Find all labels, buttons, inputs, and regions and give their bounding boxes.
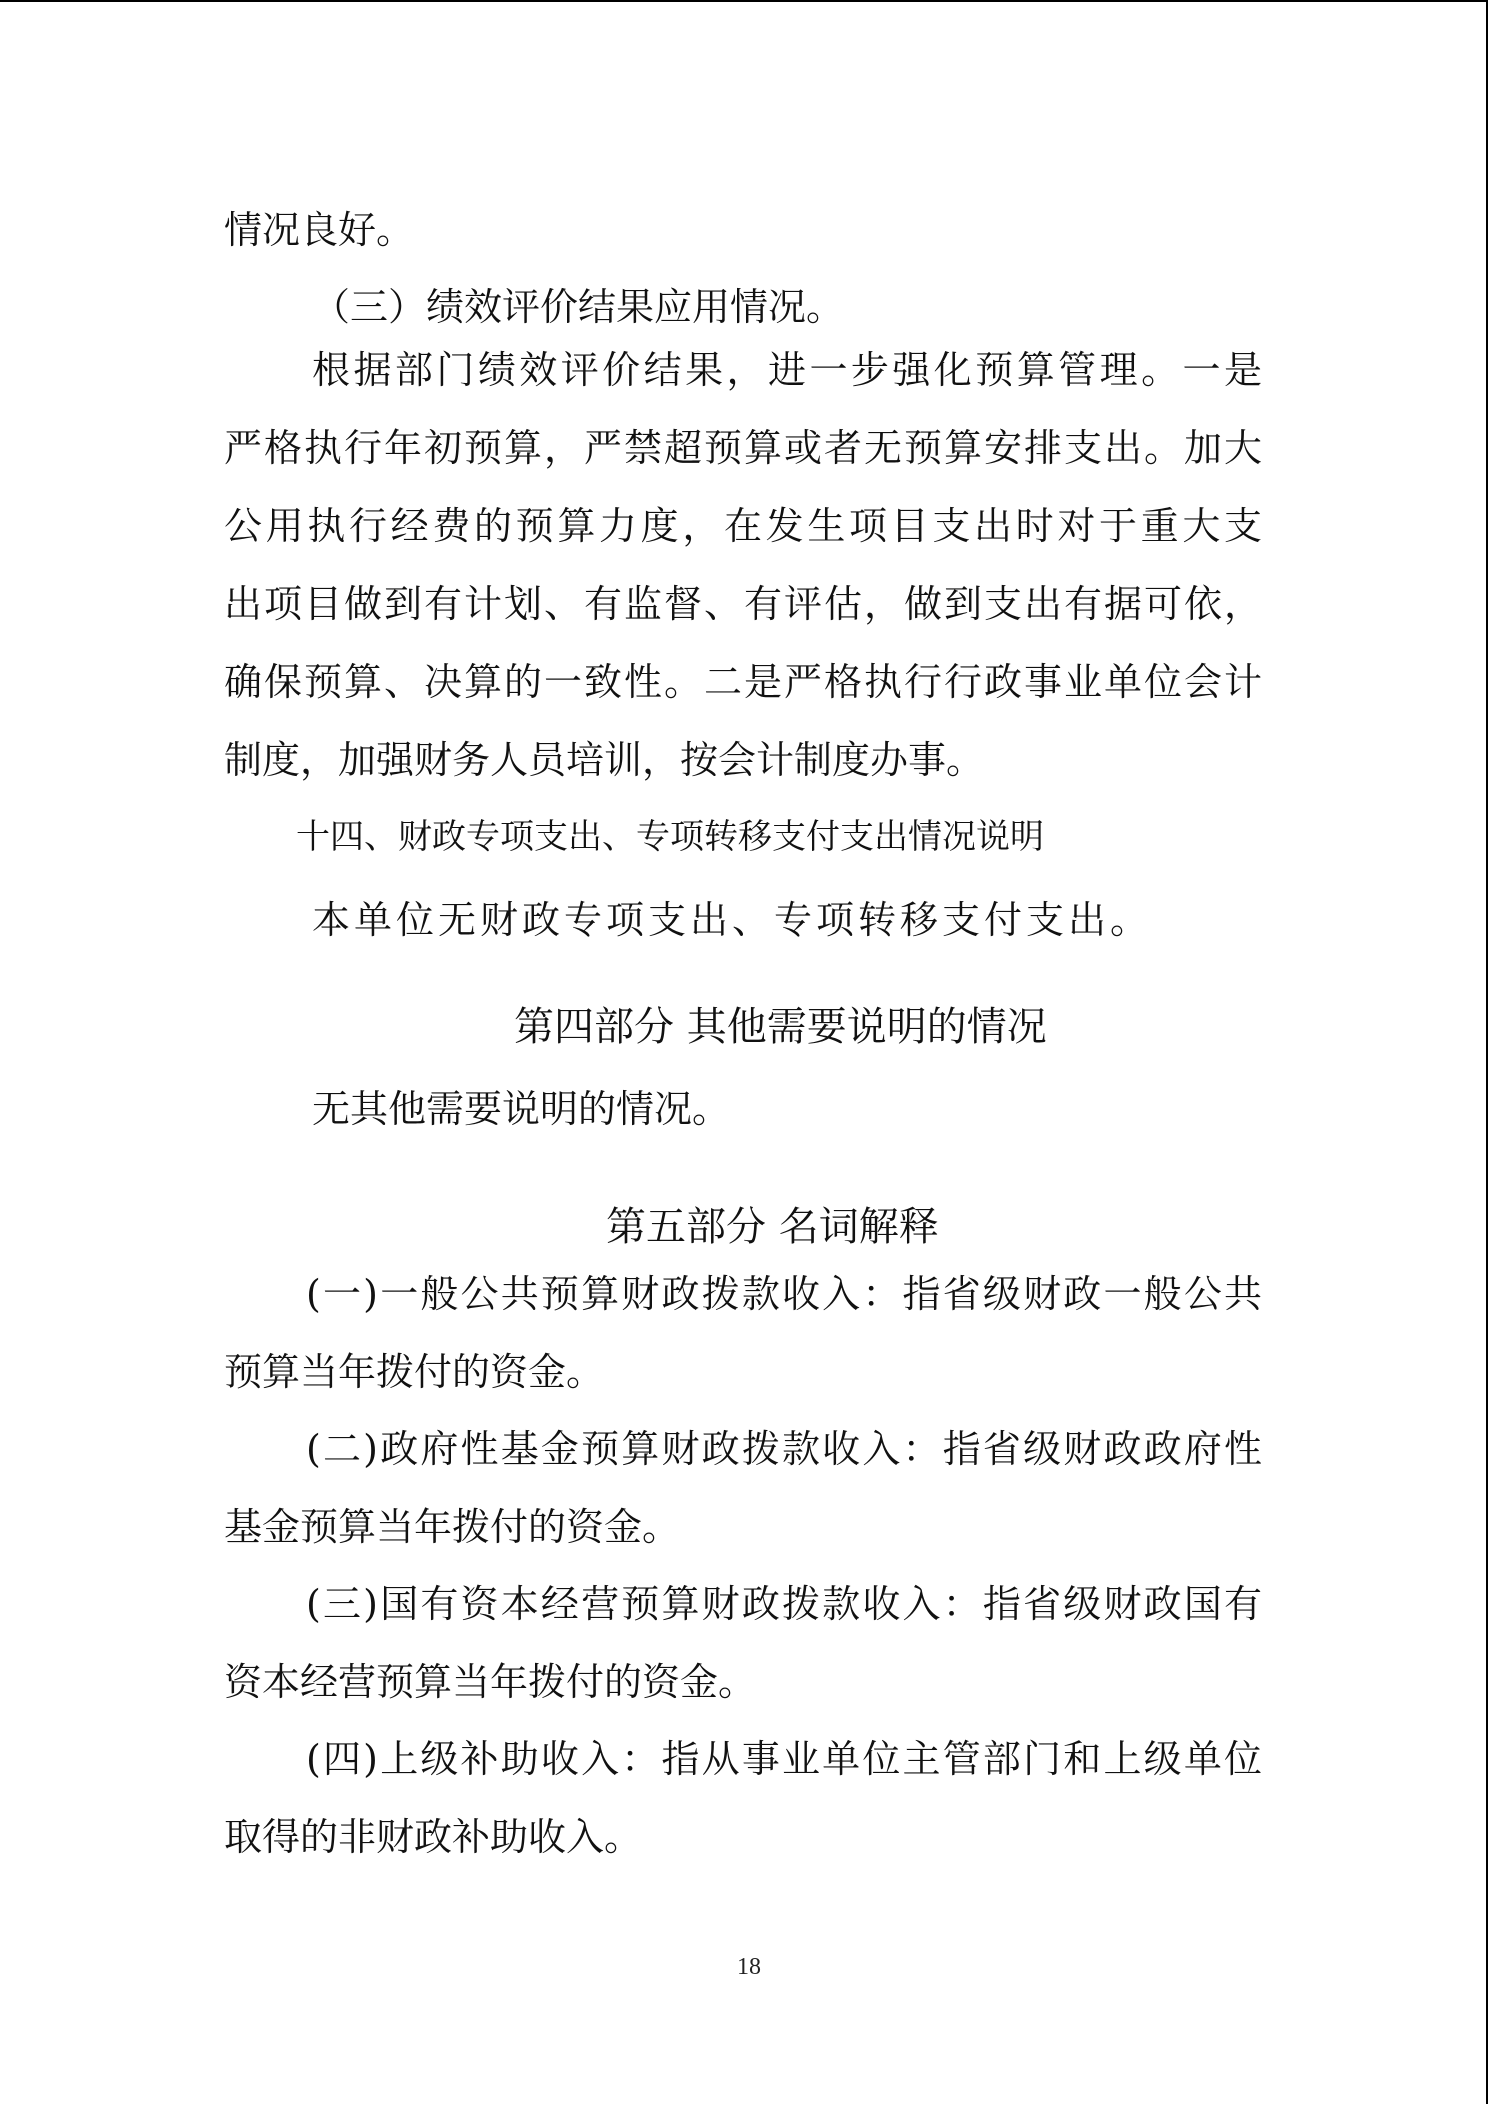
body-line-5: 公用执行经费的预算力度，在发生项目支出时对于重大支: [224, 504, 1262, 548]
term-2-line-1: (二)政府性基金预算财政拨款收入：指省级财政政府性: [306, 1427, 1262, 1471]
page-border-top: [0, 0, 1488, 2]
part-five-heading: 第五部分 名词解释: [606, 1204, 939, 1250]
body-line-8: 制度，加强财务人员培训，按会计制度办事。: [224, 738, 985, 782]
term-1-line-2: 预算当年拨付的资金。: [224, 1350, 605, 1394]
term-3-line-1: (三)国有资本经营预算财政拨款收入：指省级财政国有: [306, 1582, 1262, 1626]
term-3-line-2: 资本经营预算当年拨付的资金。: [224, 1660, 757, 1704]
term-4-line-1: (四)上级补助收入：指从事业单位主管部门和上级单位: [306, 1737, 1262, 1781]
body-line-1: 情况良好。: [224, 208, 415, 252]
body-line-7: 确保预算、决算的一致性。二是严格执行行政事业单位会计: [224, 660, 1262, 704]
page-number: 18: [737, 1954, 761, 1980]
body-line-11: 无其他需要说明的情况。: [312, 1087, 731, 1131]
term-1-line-1: (一)一般公共预算财政拨款收入：指省级财政一般公共: [306, 1272, 1262, 1316]
term-2-line-2: 基金预算当年拨付的资金。: [224, 1505, 681, 1549]
body-line-6: 出项目做到有计划、有监督、有评估，做到支出有据可依，: [224, 582, 1262, 626]
body-line-10: 本单位无财政专项支出、专项转移支付支出。: [312, 898, 1153, 942]
body-line-4: 严格执行年初预算，严禁超预算或者无预算安排支出。加大: [224, 426, 1262, 470]
body-line-3: 根据部门绩效评价结果，进一步强化预算管理。一是: [312, 348, 1262, 392]
part-four-heading: 第四部分 其他需要说明的情况: [514, 1004, 1047, 1050]
section-heading-3: （三）绩效评价结果应用情况。: [312, 285, 845, 329]
term-4-line-2: 取得的非财政补助收入。: [224, 1815, 643, 1859]
section-heading-14: 十四、财政专项支出、专项转移支付支出情况说明: [296, 817, 1044, 857]
